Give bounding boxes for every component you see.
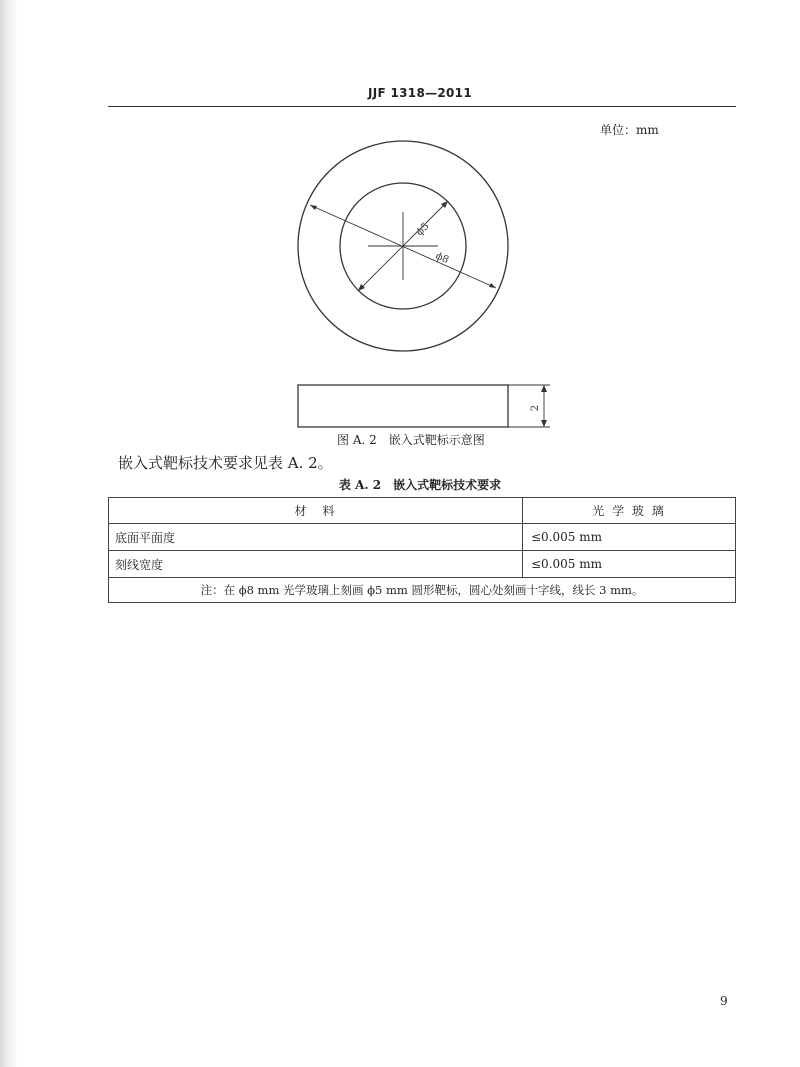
outer-arrow-right	[489, 283, 496, 288]
target-figure	[0, 0, 800, 440]
row-label-flatness: 底面平面度	[109, 524, 523, 551]
header-material: 材 料	[109, 498, 523, 524]
thickness-arrow-bottom	[541, 420, 547, 427]
thickness-arrow-top	[541, 385, 547, 392]
row-value-flatness: ≤0.005 mm	[523, 524, 736, 551]
body-paragraph: 嵌入式靶标技术要求见表 A. 2。	[118, 454, 333, 472]
figure-caption: 图 A. 2 嵌入式靶标示意图	[337, 433, 485, 447]
table-caption: 表 A. 2 嵌入式靶标技术要求	[338, 478, 502, 492]
table-note: 注：在 ϕ8 mm 光学玻璃上刻画 ϕ5 mm 圆形靶标，圆心处刻画十字线，线长 3 mm。	[109, 578, 736, 603]
unit-label: 单位：mm	[600, 123, 659, 137]
standard-code-header: JJF 1318—2011	[367, 86, 472, 100]
outer-arrow-left	[310, 205, 317, 210]
side-view-rect	[298, 385, 508, 427]
outer-diameter-label: ϕ8	[433, 250, 451, 267]
table-row	[109, 551, 736, 578]
spec-table	[108, 497, 736, 603]
row-label-line-width: 刻线宽度	[109, 551, 523, 578]
row-value-line-width: ≤0.005 mm	[523, 551, 736, 578]
page-number: 9	[720, 994, 728, 1008]
thickness-label: 2	[530, 404, 541, 412]
header-optical-glass: 光 学 玻 璃	[523, 498, 736, 524]
inner-diameter-label: ϕ5	[414, 221, 432, 239]
table-row	[109, 524, 736, 551]
table-note-row	[109, 578, 736, 603]
table-header-row	[109, 498, 736, 524]
